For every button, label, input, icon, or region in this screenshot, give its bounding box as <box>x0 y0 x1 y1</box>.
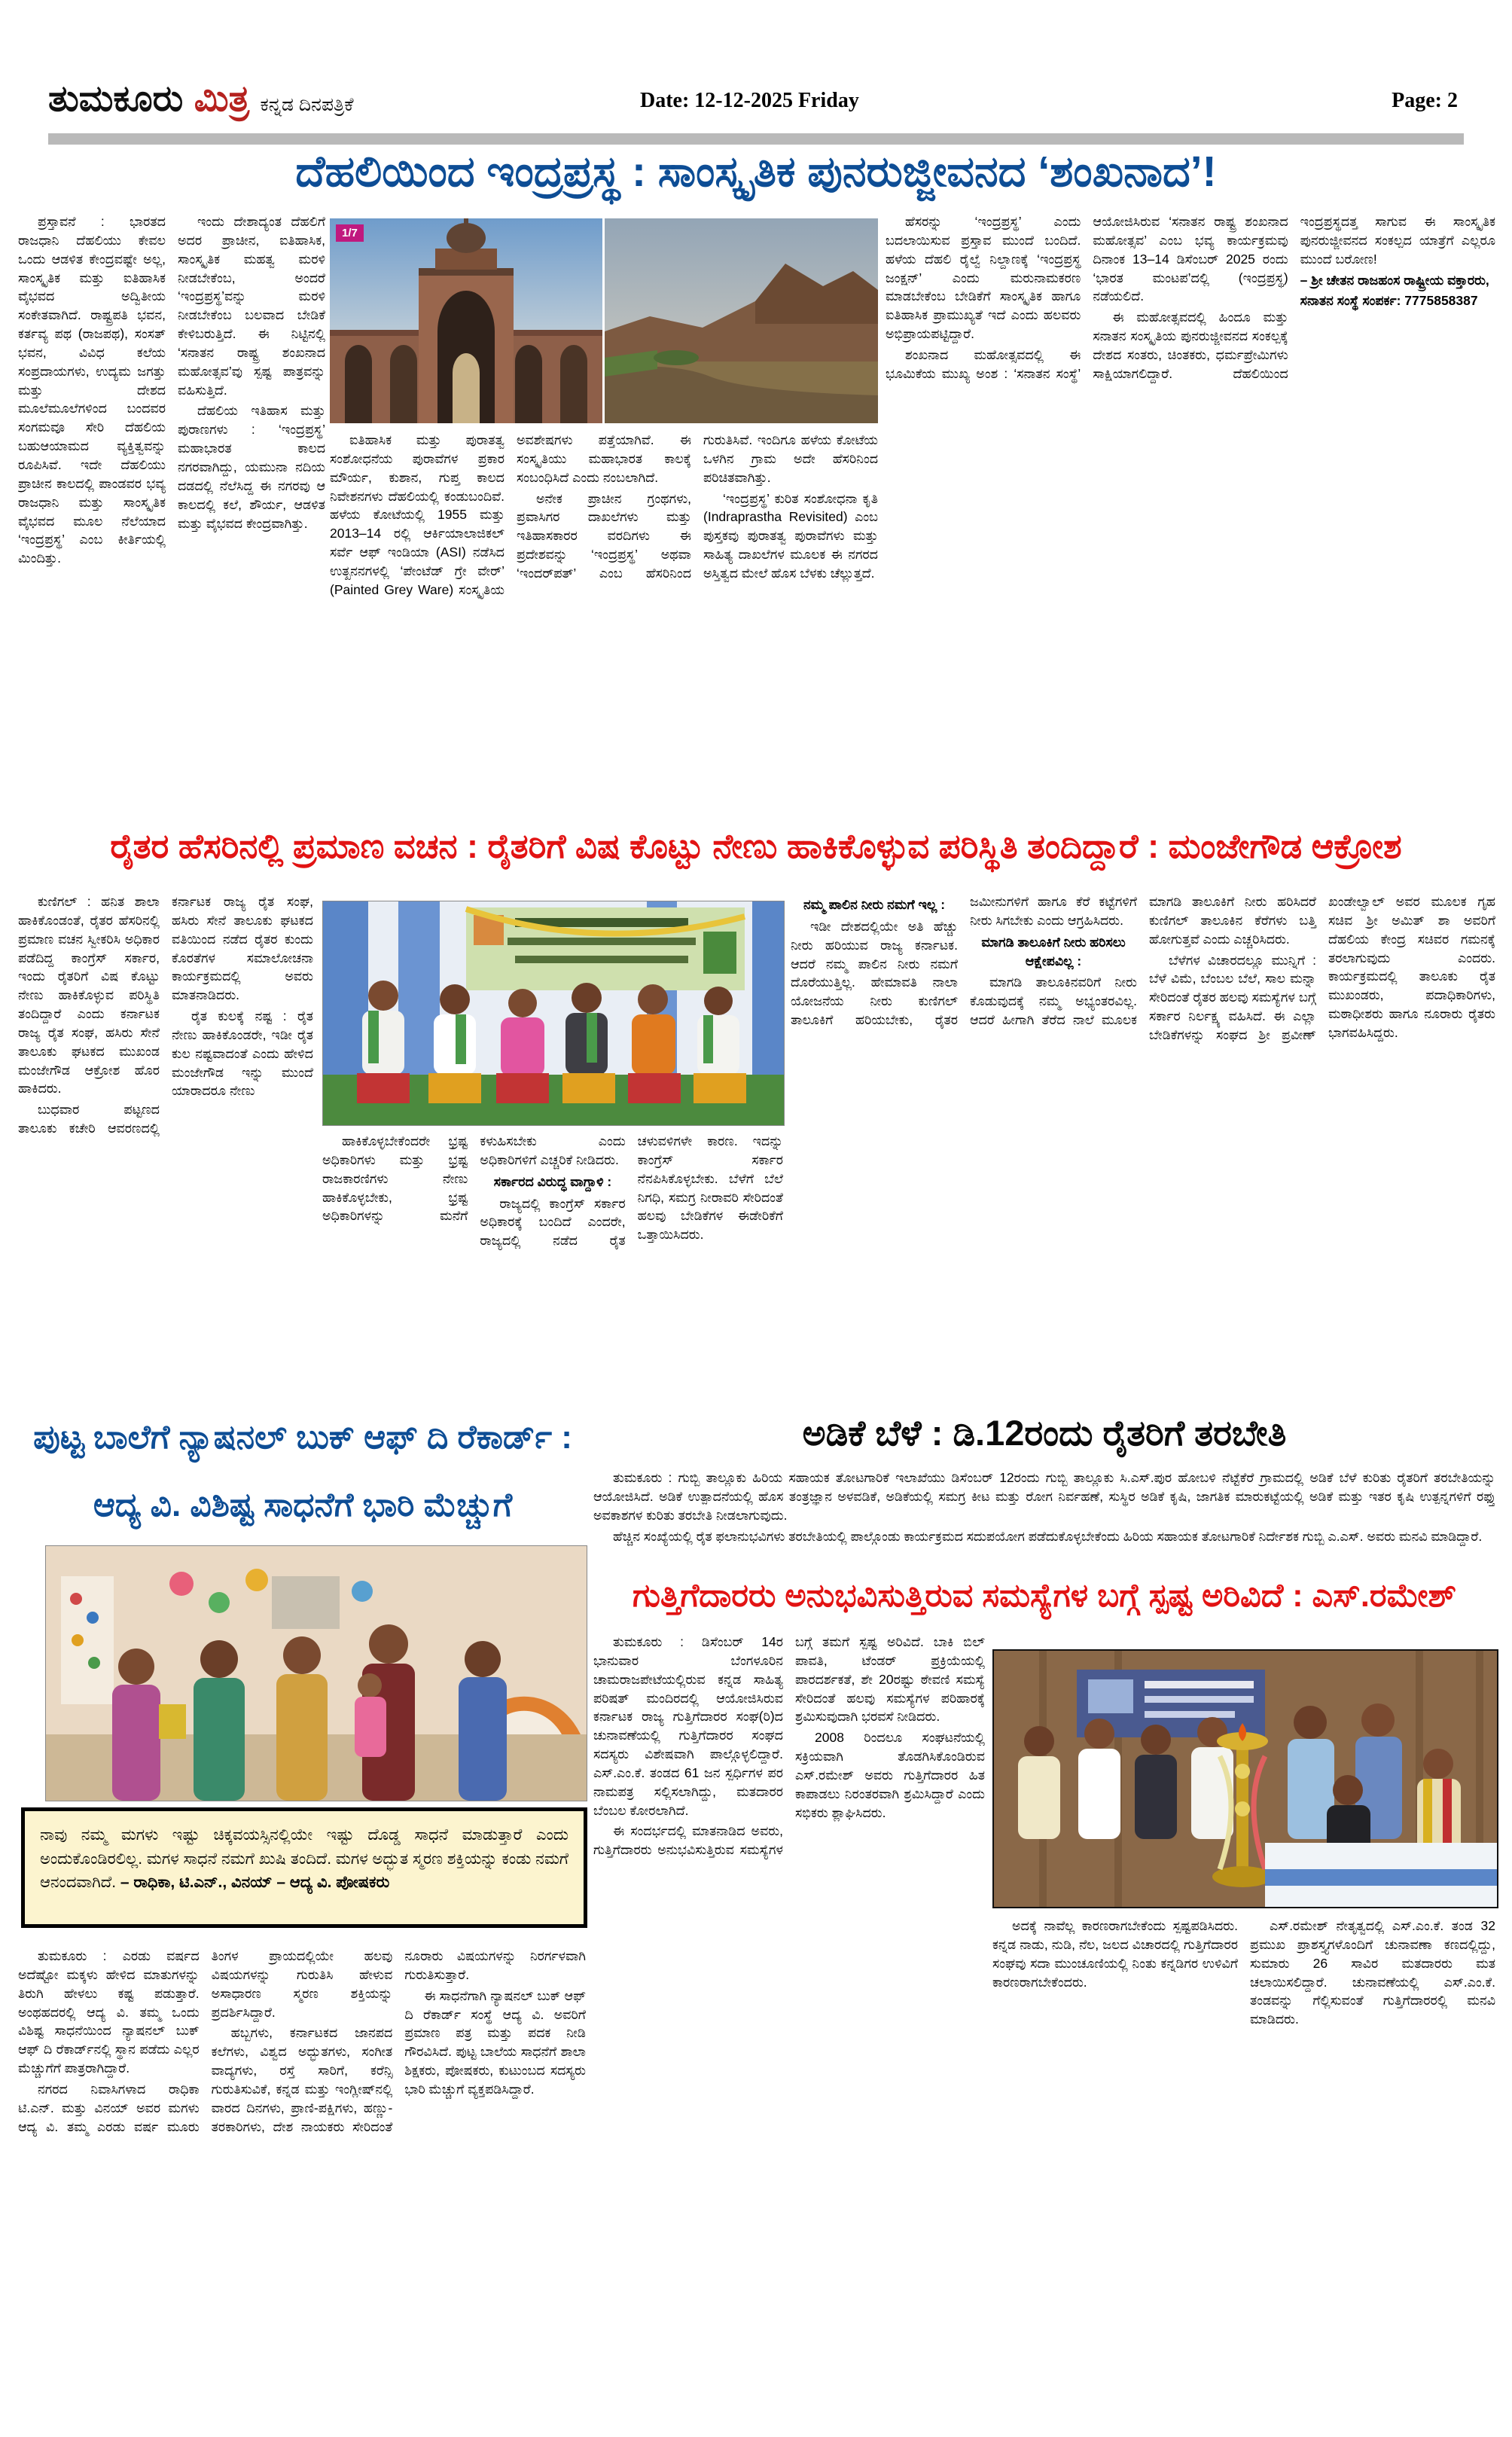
article3-body: ತುಮಕೂರು : ಎರಡು ವರ್ಷದ ಅದೆಷ್ಟೋ ಮಕ್ಕಳು ಹೇಳಿದ ಮಾತುಗಳನ್ನು ತಿರುಗಿ ಹೇಳಲು ಕಷ್ಟ ಪಡುತ್ತಾರೆ. ಅಂಥಹದರಲ್ಲಿ ಆದ್ಯ ವಿ. ತಮ್ಮ ಒಂದು ವಿಶಿಷ್ಟ ಸಾಧನೆಯಿಂದ ನ್ಯಾಷನಲ್ ಬುಕ್ ಆಫ್ ದಿ ರೆಕಾರ್ಡ್‌ನಲ್ಲಿ ಸ್ಥಾನ ಪಡೆದು ಎಲ್ಲರ ಮೆಚ್ಚುಗೆಗೆ ಪಾತ್ರರಾಗಿದ್ದಾರೆ. ನಗರದ ನಿವಾಸಿಗಳಾದ ರಾಧಿಕಾ ಟಿ.ಎನ್. ಮತ್ತು ವಿನಯ್ ಅವರ ಮಗಳು ಆದ್ಯ ವಿ. ತಮ್ಮ ಎರಡು ವರ್ಷ ಮೂರು ತಿಂಗಳ ಪ್ರಾಯದಲ್ಲಿಯೇ ಹಲವು ವಿಷಯಗಳನ್ನು ಗುರುತಿಸಿ ಹೇಳುವ ಅಸಾಧಾರಣ ಸ್ಮರಣ ಶಕ್ತಿಯನ್ನು ಪ್ರದರ್ಶಿಸಿದ್ದಾರೆ. ಹಬ್ಬಗಳು, ಕರ್ನಾಟಕದ ಜಾನಪದ ಕಲೆಗಳು, ವಿಶ್ವದ ಅದ್ಭುತಗಳು, ಸಂಗೀತ ವಾದ್ಯಗಳು, ರಸ್ತೆ ಸಾರಿಗೆ, ಕರೆನ್ಸಿ ಗುರುತಿಸುವಿಕೆ, ಕನ್ನಡ ಮತ್ತು ಇಂಗ್ಲೀಷ್‌ನಲ್ಲಿ ವಾರದ ದಿನಗಳು, ಪ್ರಾಣಿ-ಪಕ್ಷಿಗಳು, ಹಣ್ಣು-ತರಕಾರಿಗಳು, ದೇಶ ನಾಯಕರು ಸೇರಿದಂತೆ ನೂರಾರು ವಿಷಯಗಳನ್ನು ನಿರರ್ಗಳವಾಗಿ ಗುರುತಿಸುತ್ತಾರೆ. ಈ ಸಾಧನೆಗಾಗಿ ನ್ಯಾಷನಲ್ ಬುಕ್ ಆಫ್ ದಿ ರೆಕಾರ್ಡ್ ಸಂಸ್ಥೆ ಆದ್ಯ ವಿ. ಅವರಿಗೆ ಪ್ರಮಾಣ ಪತ್ರ ಮತ್ತು ಪದಕ ನೀಡಿ ಗೌರವಿಸಿದೆ. ಪುಟ್ಟ ಬಾಲೆಯ ಸಾಧನೆಗೆ ಶಾಲಾ ಶಿಕ್ಷಕರು, ಪೋಷಕರು, ಕುಟುಂಬದ ಸದಸ್ಯರು ಭಾರಿ ಮೆಚ್ಚುಗೆ ವ್ಯಕ್ತಪಡಿಸಿದ್ದಾರೆ. <box>18 1948 586 2134</box>
fort-gate-illustration <box>330 218 602 423</box>
article1-body-left: ಪ್ರಸ್ತಾವನೆ : ಭಾರತದ ರಾಜಧಾನಿ ದೆಹಲಿಯು ಕೇವಲ ಒಂದು ಆಡಳಿತ ಕೇಂದ್ರವಷ್ಟೇ ಅಲ್ಲ, ಸಾಂಸ್ಕೃತಿಕ ಮತ್ತು ಐತಿಹಾಸಿಕ ವೈಭವದ ಅದ್ವಿತೀಯ ಸಂಕೇತವಾಗಿದೆ. ರಾಷ್ಟ್ರಪತಿ ಭವನ, ಕರ್ತವ್ಯ ಪಥ (ರಾಜಪಥ), ಸಂಸತ್ ಭವನ, ವಿವಿಧ ಕಲೆಯ ಸಂಪ್ರದಾಯಗಳು, ಉದ್ಯಮ ಜಗತ್ತು ಮತ್ತು ದೇಶದ ಮೂಲೆಮೂಲೆಗಳಿಂದ ಬಂದವರ ಸಂಗಮವೂ ಸೇರಿ ದೆಹಲಿಯ ಬಹುಆಯಾಮದ ವ್ಯಕ್ತಿತ್ವವನ್ನು ರೂಪಿಸಿವೆ. ಇದೇ ದೆಹಲಿಯು ಪ್ರಾಚೀನ ಕಾಲದಲ್ಲಿ ಪಾಂಡವರ ಭವ್ಯ ರಾಜಧಾನಿ ಮತ್ತು ಸಾಂಸ್ಕೃತಿಕ ವೈಭವದ ಮೂಲ ನೆಲೆಯಾದ ‘ಇಂದ್ರಪ್ರಸ್ಥ’ ಎಂಬ ಕೀರ್ತಿಯಲ್ಲಿ ಮಿಂದಿತ್ತು. ಇಂದು ದೇಶಾದ್ಯಂತ ದೆಹಲಿಗೆ ಅದರ ಪ್ರಾಚೀನ, ಐತಿಹಾಸಿಕ, ಸಾಂಸ್ಕೃತಿಕ ಮಹತ್ವ ಮರಳಿ ನೀಡಬೇಕೆಂಬ, ಅಂದರೆ ‘ಇಂದ್ರಪ್ರಸ್ಥ’ವನ್ನು ಮರಳಿ ನೀಡಬೇಕೆಂಬ ಬಲವಾದ ಬೇಡಿಕೆ ಕೇಳಿಬರುತ್ತಿದೆ. ಈ ನಿಟ್ಟಿನಲ್ಲಿ ‘ಸನಾತನ ರಾಷ್ಟ್ರ ಶಂಖನಾದ ಮಹೋತ್ಸವ’ವು ಸ್ಪಷ್ಟ ಪಾತ್ರವನ್ನು ವಹಿಸುತ್ತಿದೆ. ದೆಹಲಿಯ ಇತಿಹಾಸ ಮತ್ತು ಪುರಾಣಗಳು : ‘ಇಂದ್ರಪ್ರಸ್ಥ’ ಮಹಾಭಾರತ ಕಾಲದ ನಗರವಾಗಿದ್ದು, ಯಮುನಾ ನದಿಯ ದಡದಲ್ಲಿ ನೆಲೆಸಿದ್ದ ಈ ನಗರವು ಆ ಕಾಲದಲ್ಲಿ ಕಲೆ, ಶೌರ್ಯ, ಆಡಳಿತ ಮತ್ತು ವೈಭವದ ಕೇಂದ್ರವಾಗಿತ್ತು. <box>18 214 325 566</box>
article2-body-left: ಕುಣಿಗಲ್ : ಹನಿತ ಶಾಲಾ ಹಾಕಿಕೊಂಡಂತೆ, ರೈತರ ಹೆಸರಿನಲ್ಲಿ ಪ್ರಮಾಣ ವಚನ ಸ್ವೀಕರಿಸಿ ಅಧಿಕಾರ ಪಡೆದಿದ್ದ ಕಾಂಗ್ರೆಸ್ ಸರ್ಕಾರ, ಇಂದು ರೈತರಿಗೆ ವಿಷ ಕೊಟ್ಟು ನೇಣು ಹಾಕಿಕೊಳ್ಳುವ ಪರಿಸ್ಥಿತಿ ತಂದಿದ್ದಾರೆ ಎಂದು ಕರ್ನಾಟಕ ರಾಜ್ಯ ರೈತ ಸಂಘ, ಹಸಿರು ಸೇನೆ ತಾಲೂಕು ಘಟಕದ ಮುಖಂಡ ಮಂಜೇಗೌಡ ಆಕ್ರೋಶ ಹೊರ ಹಾಕಿದರು. ಬುಧವಾರ ಪಟ್ಟಣದ ತಾಲೂಕು ಕಚೇರಿ ಆವರಣದಲ್ಲಿ ಕರ್ನಾಟಕ ರಾಜ್ಯ ರೈತ ಸಂಘ, ಹಸಿರು ಸೇನೆ ತಾಲೂಕು ಘಟಕದ ವತಿಯಿಂದ ನಡೆದ ರೈತರ ಕುಂದು ಕೊರತೆಗಳ ಸಮಾಲೋಚನಾ ಕಾರ್ಯಕ್ರಮದಲ್ಲಿ ಅವರು ಮಾತನಾಡಿದರು. ರೈತ ಕುಲಕ್ಕೆ ನಷ್ಟ : ರೈತ ನೇಣು ಹಾಕಿಕೊಂಡರೇ, ಇಡೀ ರೈತ ಕುಲ ನಷ್ಟವಾದಂತೆ ಎಂದು ಹೇಳಿದ ಮಂಜೇಗೌಡ ಇನ್ನು ಮುಂದೆ ಯಾರಾದರೂ ನೇಣು <box>18 894 313 1136</box>
logo-title-black: ತುಮಕೂರು <box>48 79 184 119</box>
logo-subtitle: ಕನ್ನಡ ದಿನಪತ್ರಿಕೆ <box>260 94 354 115</box>
article3-photo-award-family <box>45 1545 587 1801</box>
lamp-lighting-illustration <box>994 1651 1497 1907</box>
newspaper-logo <box>48 78 354 120</box>
article1-photo-fort-gate <box>330 218 602 423</box>
article4-headline: ಅಡಿಕೆ ಬೆಳೆ : ಡಿ.12ರಂದು ರೈತರಿಗೆ ತರಬೇತಿ <box>802 1413 1287 1453</box>
logo-title-red: ಮಿತ್ರ <box>194 79 250 119</box>
farmers-meeting-illustration <box>323 901 784 1125</box>
article3-headline-line2: ಆದ್ಯ ವಿ. ವಿಶಿಷ್ಟ ಸಾಧನೆಗೆ ಭಾರಿ ಮೆಚ್ಚುಗೆ <box>93 1487 513 1524</box>
article2-headline: ರೈತರ ಹೆಸರಿನಲ್ಲಿ ಪ್ರಮಾಣ ವಚನ : ರೈತರಿಗೆ ವಿಷ ಕೊಟ್ಟು ನೇಣು ಹಾಕಿಕೊಳ್ಳುವ ಪರಿಸ್ಥಿತಿ ತಂದಿದ್ದಾರೆ : ಮಂಜೇಗೌಡ ಆಕ್ರೋಶ <box>110 827 1402 865</box>
masthead-divider <box>48 133 1464 145</box>
article2-photo-farmers-meeting <box>322 901 785 1126</box>
article5-body-left: ತುಮಕೂರು : ಡಿಸೆಂಬರ್ 14ರ ಭಾನುವಾರ ಬೆಂಗಳೂರಿನ ಚಾಮರಾಜಪೇಟೆಯಲ್ಲಿರುವ ಕನ್ನಡ ಸಾಹಿತ್ಯ ಪರಿಷತ್ ಮಂದಿರದಲ್ಲಿ ಆಯೋಜಿಸಿರುವ ಕರ್ನಾಟಕ ರಾಜ್ಯ ಗುತ್ತಿಗೆದಾರರ ಸಂಘ(ರಿ)ದ ಚುನಾವಣೆಯಲ್ಲಿ ಗುತ್ತಿಗೆದಾರರ ಸಂಘದ ಸದಸ್ಯರು ವಿಶೇಷವಾಗಿ ಪಾಲ್ಗೊಳ್ಳಲಿದ್ದಾರೆ. ಎಸ್.ಎಂ.ಕೆ. ತಂಡದ 61 ಜನ ಸ್ಪರ್ಧಿಗಳ ಪರ ನಾಮಪತ್ರ ಸಲ್ಲಿಸಲಾಗಿದ್ದು, ಮತದಾರರ ಬೆಂಬಲ ಕೋರಲಾಗಿದೆ. ಈ ಸಂದರ್ಭದಲ್ಲಿ ಮಾತನಾಡಿದ ಅವರು, ಗುತ್ತಿಗೆದಾರರು ಅನುಭವಿಸುತ್ತಿರುವ ಸಮಸ್ಯೆಗಳ ಬಗ್ಗೆ ತಮಗೆ ಸ್ಪಷ್ಟ ಅರಿವಿದೆ. ಬಾಕಿ ಬಿಲ್ ಪಾವತಿ, ಟೆಂಡರ್ ಪ್ರಕ್ರಿಯೆಯಲ್ಲಿ ಪಾರದರ್ಶಕತೆ, ಶೇ 20ರಷ್ಟು ಠೇವಣಿ ಸಮಸ್ಯೆ ಸೇರಿದಂತೆ ಹಲವು ಸಮಸ್ಯೆಗಳ ಪರಿಹಾರಕ್ಕೆ ಶ್ರಮಿಸುವುದಾಗಿ ಭರವಸೆ ನೀಡಿದರು. 2008 ರಿಂದಲೂ ಸಂಘಟನೆಯಲ್ಲಿ ಸಕ್ರಿಯವಾಗಿ ತೊಡಗಿಸಿಕೊಂಡಿರುವ ಎಸ್.ರಮೇಶ್ ಅವರು ಗುತ್ತಿಗೆದಾರರ ಹಿತ ಕಾಪಾಡಲು ನಿರಂತರವಾಗಿ ಶ್ರಮಿಸಿದ್ದಾರೆ ಎಂದು ಸಭಿಕರು ಶ್ಲಾಘಿಸಿದರು. <box>593 1634 985 1858</box>
quote-attribution: – ರಾಧಿಕಾ, ಟಿ.ಎನ್., ವಿನಯ್ – ಆದ್ಯ ವಿ. ಪೋಷಕರು <box>120 1874 390 1891</box>
page-number-label: Page: 2 <box>1392 89 1458 112</box>
article4-body: ತುಮಕೂರು : ಗುಬ್ಬಿ ತಾಲ್ಲೂಕು ಹಿರಿಯ ಸಹಾಯಕ ತೋಟಗಾರಿಕೆ ಇಲಾಖೆಯು ಡಿಸೆಂಬರ್ 12ರಂದು ಗುಬ್ಬಿ ತಾಲ್ಲೂಕು ಸಿ.ಎಸ್.ಪುರ ಹೋಬಳಿ ನೆಟ್ಟೆಕೆರೆ ಗ್ರಾಮದಲ್ಲಿ ಅಡಿಕೆ ಬೆಳೆ ಕುರಿತು ರೈತರಿಗೆ ತರಬೇತಿಯನ್ನು ಆಯೋಜಿಸಿದೆ. ಅಡಿಕೆ ಉತ್ಪಾದನೆಯಲ್ಲಿ ಹೊಸ ತಂತ್ರಜ್ಞಾನ ಅಳವಡಿಕೆ, ಅಡಿಕೆಯಲ್ಲಿ ಸಮಗ್ರ ಕೀಟ ಮತ್ತು ರೋಗ ನಿರ್ವಹಣೆ, ಸುಸ್ಥಿರ ಅಡಿಕೆ ಕೃಷಿ, ಜಾಗತಿಕ ಮಾರುಕಟ್ಟೆಯಲ್ಲಿ ಅಡಿಕೆ ಮತ್ತು ಇತರ ಕೃಷಿ ಉತ್ಪನ್ನಗಳಿಗೆ ರಫ್ತು ಅವಕಾಶಗಳ ಕುರಿತು ತರಬೇತಿ ನೀಡಲಾಗುವುದು. ಹೆಚ್ಚಿನ ಸಂಖ್ಯೆಯಲ್ಲಿ ರೈತ ಫಲಾನುಭವಿಗಳು ತರಬೇತಿಯಲ್ಲಿ ಪಾಲ್ಗೊಂಡು ಕಾರ್ಯಕ್ರಮದ ಸದುಪಯೋಗ ಪಡೆದುಕೊಳ್ಳಬೇಕೆಂದು ಹಿರಿಯ ಸಹಾಯಕ ತೋಟಗಾರಿಕೆ ನಿರ್ದೇಶಕ ಗುಬ್ಬಿ ಎ.ಎಸ್. ಅವರು ಮನವಿ ಮಾಡಿದ್ದಾರೆ. <box>593 1470 1495 1544</box>
parents-quote-box <box>21 1807 587 1928</box>
article2-body-center: ಹಾಕಿಕೊಳ್ಳಬೇಕೆಂದರೇ ಭ್ರಷ್ಟ ಅಧಿಕಾರಿಗಳು ಮತ್ತು ಭ್ರಷ್ಟ ರಾಜಕಾರಣಿಗಳು ನೇಣು ಹಾಕಿಕೊಳ್ಳಬೇಕು, ಭ್ರಷ್ಟ ಅಧಿಕಾರಿಗಳನ್ನು ಮನೆಗೆ ಕಳುಹಿಸಬೇಕು ಎಂದು ಅಧಿಕಾರಿಗಳಿಗೆ ಎಚ್ಚರಿಕೆ ನೀಡಿದರು. ಸರ್ಕಾರದ ವಿರುದ್ಧ ವಾಗ್ದಾಳಿ : ರಾಜ್ಯದಲ್ಲಿ ಕಾಂಗ್ರೆಸ್ ಸರ್ಕಾರ ಅಧಿಕಾರಕ್ಕೆ ಬಂದಿದೆ ಎಂದರೇ, ರಾಜ್ಯದಲ್ಲಿ ನಡೆದ ರೈತ ಚಳುವಳಿಗಳೇ ಕಾರಣ. ಇದನ್ನು ಕಾಂಗ್ರೆಸ್ ಸರ್ಕಾರ ನೆನಪಿಸಿಕೊಳ್ಳಬೇಕು. ಬೆಳೆಗೆ ಬೆಲೆ ನಿಗಧಿ, ಸಮಗ್ರ ನೀರಾವರಿ ಸೇರಿದಂತೆ ಹಲವು ಬೇಡಿಕೆಗಳ ಈಡೇರಿಕೆಗೆ ಒತ್ತಾಯಿಸಿದರು. <box>322 1133 783 1249</box>
photo-count-badge: 1/7 <box>336 224 364 242</box>
article1-body-center: ಐತಿಹಾಸಿಕ ಮತ್ತು ಪುರಾತತ್ವ ಸಂಶೋಧನೆಯ ಪುರಾವೆಗಳ ಪ್ರಕಾರ ಮೌರ್ಯ, ಕುಶಾನ, ಗುಪ್ತ ಕಾಲದ ನಿವೇಶನಗಳು ದೆಹಲಿಯಲ್ಲಿ ಕಂಡುಬಂದಿವೆ. ಹಳೆಯ ಕೋಟೆಯಲ್ಲಿ 1955 ಮತ್ತು 2013–14 ರಲ್ಲಿ ಆರ್ಕಿಯಾಲಾಜಿಕಲ್ ಸರ್ವೆ ಆಫ್ ಇಂಡಿಯಾ (ASI) ನಡೆಸಿದ ಉತ್ಖನನಗಳಲ್ಲಿ ‘ಪೇಂಟೆಡ್ ಗ್ರೇ ವೇರ್’ (Painted Grey Ware) ಸಂಸ್ಕೃತಿಯ ಅವಶೇಷಗಳು ಪತ್ತೆಯಾಗಿವೆ. ಈ ಸಂಸ್ಕೃತಿಯು ಮಹಾಭಾರತ ಕಾಲಕ್ಕೆ ಸಂಬಂಧಿಸಿದೆ ಎಂದು ನಂಬಲಾಗಿದೆ. ಅನೇಕ ಪ್ರಾಚೀನ ಗ್ರಂಥಗಳು, ಪ್ರವಾಸಿಗರ ದಾಖಲೆಗಳು ಮತ್ತು ಇತಿಹಾಸಕಾರರ ವರದಿಗಳು ಈ ಪ್ರದೇಶವನ್ನು ‘ಇಂದ್ರಪ್ರಸ್ಥ’ ಅಥವಾ ‘ಇಂದರ್‌ಪತ್’ ಎಂಬ ಹೆಸರಿನಿಂದ ಗುರುತಿಸಿವೆ. ಇಂದಿಗೂ ಹಳೆಯ ಕೋಟೆಯ ಒಳಗಿನ ಗ್ರಾಮ ಅದೇ ಹೆಸರಿನಿಂದ ಪರಿಚಿತವಾಗಿತ್ತು. ‘ಇಂದ್ರಪ್ರಸ್ಥ’ ಕುರಿತ ಸಂಶೋಧನಾ ಕೃತಿ (Indraprastha Revisited) ಎಂಬ ಪುಸ್ತಕವು ಪುರಾತತ್ವ ಪುರಾವೆಗಳು ಮತ್ತು ಸಾಹಿತ್ಯ ದಾಖಲೆಗಳ ಮೂಲಕ ಈ ನಗರದ ಅಸ್ತಿತ್ವದ ಮೇಲೆ ಹೊಸ ಬೆಳಕು ಚೆಲ್ಲುತ್ತದೆ. <box>330 432 878 597</box>
date-label: Date: 12-12-2025 Friday <box>640 89 859 112</box>
article5-body-under-photo: ಅದಕ್ಕೆ ನಾವೆಲ್ಲ ಕಾರಣರಾಗಬೇಕೆಂದು ಸ್ಪಷ್ಟಪಡಿಸಿದರು. ಕನ್ನಡ ನಾಡು, ನುಡಿ, ನೆಲ, ಜಲದ ವಿಚಾರದಲ್ಲಿ ಗುತ್ತಿಗೆದಾರರ ಸಂಘವು ಸದಾ ಮುಂಚೂಣಿಯಲ್ಲಿ ನಿಂತು ಕನ್ನಡಿಗರ ಉಳಿವಿಗೆ ಕಾರಣರಾಗಬೇಕೆಂದರು. ಎಸ್.ರಮೇಶ್ ನೇತೃತ್ವದಲ್ಲಿ ಎಸ್.ಎಂ.ಕೆ. ತಂಡ 32 ಪ್ರಮುಖ ಪ್ರಾಶಸ್ತ್ಯಗಳೊಂದಿಗೆ ಚುನಾವಣಾ ಕಣದಲ್ಲಿದ್ದು, ಸುಮಾರು 26 ಸಾವಿರ ಮತದಾರರು ಮತ ಚಲಾಯಿಸಲಿದ್ದಾರೆ. ಚುನಾವಣೆಯಲ್ಲಿ ಎಸ್.ಎಂ.ಕೆ. ತಂಡವನ್ನು ಗೆಲ್ಲಿಸುವಂತೆ ಗುತ್ತಿಗೆದಾರರಲ್ಲಿ ಮನವಿ ಮಾಡಿದರು. <box>992 1918 1495 2027</box>
quote-text: ನಾವು ನಮ್ಮ ಮಗಳು ಇಷ್ಟು ಚಿಕ್ಕವಯಸ್ಸಿನಲ್ಲಿಯೇ ಇಷ್ಟು ದೊಡ್ಡ ಸಾಧನೆ ಮಾಡುತ್ತಾರೆ ಎಂದು ಅಂದುಕೊಂಡಿರಲಿಲ್ಲ. ಮಗಳ ಸಾಧನೆ ನಮಗೆ ಖುಷಿ ತಂದಿದೆ. ಮಗಳ ಅದ್ಭುತ ಸ್ಮರಣ ಶಕ್ತಿಯನ್ನು ಕಂಡು ನಮಗೆ ಆನಂದವಾಗಿದೆ. <box>40 1826 569 1891</box>
article1-headline: ದೆಹಲಿಯಿಂದ ಇಂದ್ರಪ್ರಸ್ಥ : ಸಾಂಸ್ಕೃತಿಕ ಪುನರುಜ್ಜೀವನದ ‘ಶಂಖನಾದ’! <box>295 148 1217 196</box>
article1-photo-fort-walls <box>605 218 878 423</box>
fort-walls-illustration <box>605 218 878 423</box>
award-family-illustration <box>46 1546 587 1801</box>
article5-headline: ಗುತ್ತಿಗೆದಾರರು ಅನುಭವಿಸುತ್ತಿರುವ ಸಮಸ್ಯೆಗಳ ಬಗ್ಗೆ ಸ್ಪಷ್ಟ ಅರಿವಿದೆ : ಎಸ್.ರಮೇಶ್ <box>632 1578 1457 1614</box>
article1-body-right: ಹೆಸರನ್ನು ‘ಇಂದ್ರಪ್ರಸ್ಥ’ ಎಂದು ಬದಲಾಯಿಸುವ ಪ್ರಸ್ತಾವ ಮುಂದೆ ಬಂದಿದೆ. ಹಳೆಯ ದೆಹಲಿ ರೈಲ್ವೆ ನಿಲ್ದಾಣಕ್ಕೆ ‘ಇಂದ್ರಪ್ರಸ್ಥ ಜಂಕ್ಷನ್’ ಎಂದು ಮರುನಾಮಕರಣ ಮಾಡಬೇಕೆಂಬ ಬೇಡಿಕೆಗೆ ಸಾಂಸ್ಕೃತಿಕ ಹಾಗೂ ಐತಿಹಾಸಿಕ ಪ್ರಾಮುಖ್ಯತೆ ಇದೆ ಎಂದು ಹಲವರು ಅಭಿಪ್ರಾಯಪಟ್ಟಿದ್ದಾರೆ. ಶಂಖನಾದ ಮಹೋತ್ಸವದಲ್ಲಿ ಈ ಭೂಮಿಕೆಯ ಮುಖ್ಯ ಅಂಶ : ‘ಸನಾತನ ಸಂಸ್ಥೆ’ ಆಯೋಜಿಸಿರುವ ‘ಸನಾತನ ರಾಷ್ಟ್ರ ಶಂಖನಾದ ಮಹೋತ್ಸವ’ ಎಂಬ ಭವ್ಯ ಕಾರ್ಯಕ್ರಮವು ದಿನಾಂಕ 13–14 ಡಿಸೆಂಬರ್ 2025 ರಂದು ‘ಭಾರತ ಮಂಟಪ’ದಲ್ಲಿ (ಇಂದ್ರಪ್ರಸ್ಥ) ನಡೆಯಲಿದೆ. ಈ ಮಹೋತ್ಸವದಲ್ಲಿ ಹಿಂದೂ ಮತ್ತು ಸನಾತನ ಸಂಸ್ಕೃತಿಯ ಪುನರುಜ್ಜೀವನದ ಸಂಕಲ್ಪಕ್ಕೆ ದೇಶದ ಸಂತರು, ಚಿಂತಕರು, ಧರ್ಮಪ್ರೇಮಿಗಳು ಸಾಕ್ಷಿಯಾಗಲಿದ್ದಾರೆ. ದೆಹಲಿಯಿಂದ ಇಂದ್ರಪ್ರಸ್ಥದತ್ತ ಸಾಗುವ ಈ ಸಾಂಸ್ಕೃತಿಕ ಪುನರುಜ್ಜೀವನದ ಸಂಕಲ್ಪದ ಯಾತ್ರೆಗೆ ಎಲ್ಲರೂ ಮುಂದೆ ಬರೋಣ! – ಶ್ರೀ ಚೇತನ ರಾಜಹಂಸ ರಾಷ್ಟ್ರೀಯ ವಕ್ತಾರರು, ಸನಾತನ ಸಂಸ್ಥೆ ಸಂಪರ್ಕ: 7775858387 <box>886 214 1495 381</box>
article3-headline-line1: ಪುಟ್ಟ ಬಾಲೆಗೆ ನ್ಯಾಷನಲ್ ಬುಕ್ ಆಫ್ ದಿ ರೆಕಾರ್ಡ್ : <box>33 1419 572 1456</box>
article5-photo-lamp-lighting <box>992 1649 1498 1908</box>
article2-body-right: ನಮ್ಮ ಪಾಲಿನ ನೀರು ನಮಗೆ ಇಲ್ಲ : ಇಡೀ ದೇಶದಲ್ಲಿಯೇ ಅತಿ ಹೆಚ್ಚು ನೀರು ಹರಿಯುವ ರಾಜ್ಯ ಕರ್ನಾಟಕ. ಆದರೆ ನಮ್ಮ ಪಾಲಿನ ನೀರು ನಮಗೆ ದೊರೆಯುತ್ತಿಲ್ಲ. ಹೇಮಾವತಿ ನಾಲಾ ಯೋಜನೆಯ ನೀರು ಕುಣಿಗಲ್ ತಾಲೂಕಿಗೆ ಹರಿಯಬೇಕು, ರೈತರ ಜಮೀನುಗಳಿಗೆ ಹಾಗೂ ಕೆರೆ ಕಟ್ಟೆಗಳಿಗೆ ನೀರು ಸಿಗಬೇಕು ಎಂದು ಆಗ್ರಹಿಸಿದರು. ಮಾಗಡಿ ತಾಲೂಕಿಗೆ ನೀರು ಹರಿಸಲು ಆಕ್ಷೇಪವಿಲ್ಲ : ಮಾಗಡಿ ತಾಲೂಕಿನವರಿಗೆ ನೀರು ಕೊಡುವುದಕ್ಕೆ ನಮ್ಮ ಅಭ್ಯಂತರವಿಲ್ಲ. ಆದರೆ ಹೀಗಾಗಿ ತೆರೆದ ನಾಲೆ ಮೂಲಕ ಮಾಗಡಿ ತಾಲೂಕಿಗೆ ನೀರು ಹರಿಸಿದರೆ ಕುಣಿಗಲ್ ತಾಲೂಕಿನ ಕೆರೆಗಳು ಬತ್ತಿ ಹೋಗುತ್ತವೆ ಎಂದು ಎಚ್ಚರಿಸಿದರು. ಬೆಳೆಗಳ ವಿಚಾರದಲ್ಲೂ ಮುನ್ನಿಗೆ : ಬೆಳೆ ವಿಮೆ, ಬೆಂಬಲ ಬೆಲೆ, ಸಾಲ ಮನ್ನಾ ಸೇರಿದಂತೆ ರೈತರ ಹಲವು ಸಮಸ್ಯೆಗಳ ಬಗ್ಗೆ ಸರ್ಕಾರ ನಿರ್ಲಕ್ಷ್ಯ ವಹಿಸಿದೆ. ಈ ಎಲ್ಲಾ ಬೇಡಿಕೆಗಳನ್ನು ಸಂಘದ ಶ್ರೀ ಪ್ರವೀಣ್ ಖಂಡೇಲ್ವಾಲ್ ಅವರ ಮೂಲಕ ಗೃಹ ಸಚಿವ ಶ್ರೀ ಅಮಿತ್ ಶಾ ಅವರಿಗೆ ದೆಹಲಿಯ ಕೇಂದ್ರ ಸಚಿವರ ಗಮನಕ್ಕೆ ತರಲಾಗುವುದು ಎಂದರು. ಕಾರ್ಯಕ್ರಮದಲ್ಲಿ ತಾಲೂಕು ರೈತ ಮುಖಂಡರು, ಪದಾಧಿಕಾರಿಗಳು, ಮಠಾಧೀಶರು ಹಾಗೂ ನೂರಾರು ರೈತರು ಭಾಗವಹಿಸಿದ್ದರು. <box>791 894 1495 1042</box>
